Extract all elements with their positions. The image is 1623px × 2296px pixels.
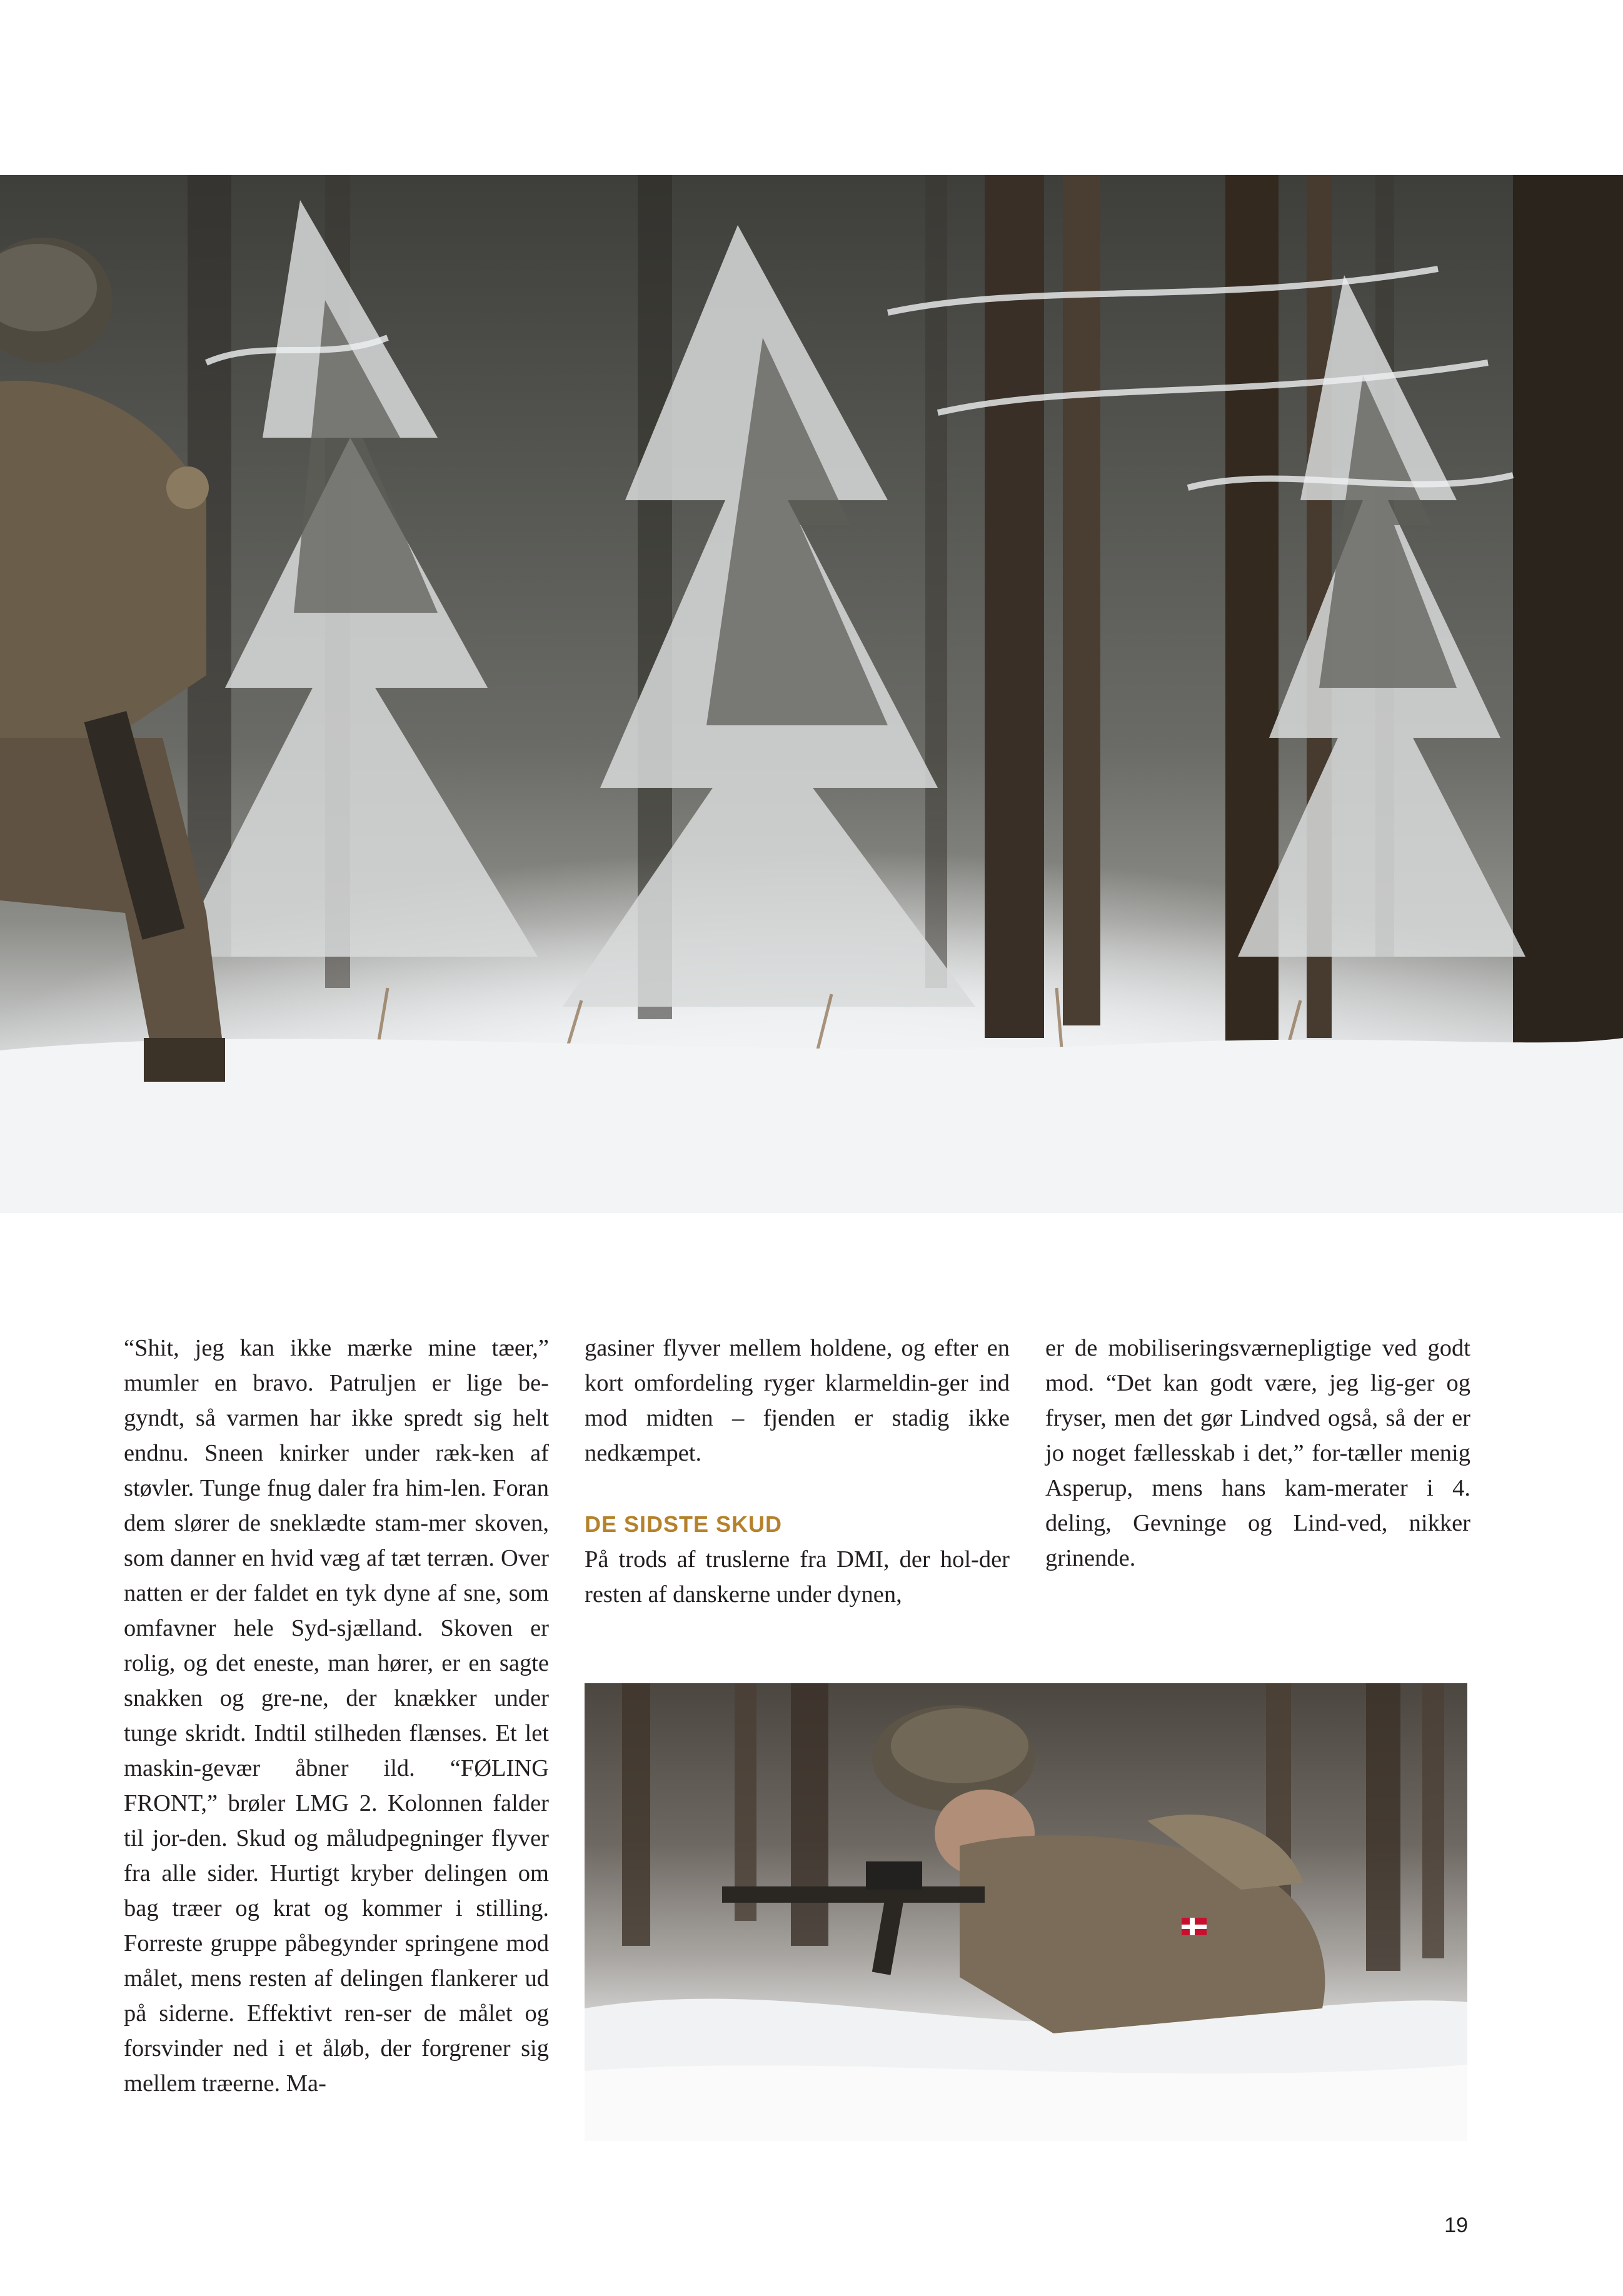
soldier-photo: [585, 1683, 1467, 2141]
body-paragraph: er de mobiliseringsværnepligtige ved godt mod. “Det kan godt være, jeg lig-ger og fryser, men det gør Lindved også, så der er jo noget fællesskab i det,” for-tæller menig Asperup, mens hans kam-merater i 4. deling, Gevninge og Lind-ved, nikker grinende.: [1045, 1335, 1470, 1571]
page-number: 19: [1444, 2213, 1468, 2237]
body-paragraph: gasiner flyver mellem holdene, og efter en kort omfordeling ryger klarmeldin-ger ind mod midten – fjenden er stadig ikke nedkæmpet.: [585, 1335, 1010, 1466]
article-column-3: [1045, 1331, 1470, 1576]
forest-photo: [0, 175, 1623, 1213]
body-paragraph: På trods af truslerne fra DMI, der hol-der resten af danskerne under dynen,: [585, 1546, 1010, 1608]
article-column-1: [124, 1331, 549, 2101]
article-column-2: [585, 1331, 1010, 1612]
soldier-illustration: [585, 1683, 1467, 2141]
body-paragraph: “Shit, jeg kan ikke mærke mine tæer,” mumler en bravo. Patruljen er lige be-gyndt, så varmen har ikke spredt sig helt endnu. Sneen knirker under ræk-ken af støvler. Tunge fnug daler fra him-len. Foran dem slører de sneklædte stam-mer skoven, som danner en hvid væg af tæt terræn. Over natten er der faldet en tyk dyne af sne, som omfavner hele Syd-sjælland. Skoven er rolig, og det eneste, man hører, er en sagte snakken og gre-ne, der knækker under tunge skridt. Indtil stilheden flænses. Et let maskin-gevær åbner ild. “FØLING FRONT,” brøler LMG 2. Kolonnen falder til jor-den. Skud og måludpegninger flyver fra alle sider. Hurtigt kryber delingen om bag træer og krat og kommer i stilling. Forreste gruppe påbegynder springene mod målet, mens resten af delingen flankerer ud på siderne. Effektivt ren-ser de målet og forsvinder ned i et åløb, der forgrener sig mellem træerne. Ma-: [124, 1335, 549, 2097]
forest-illustration: [0, 175, 1623, 1213]
section-subheading: DE SIDSTE SKUD: [585, 1511, 783, 1537]
